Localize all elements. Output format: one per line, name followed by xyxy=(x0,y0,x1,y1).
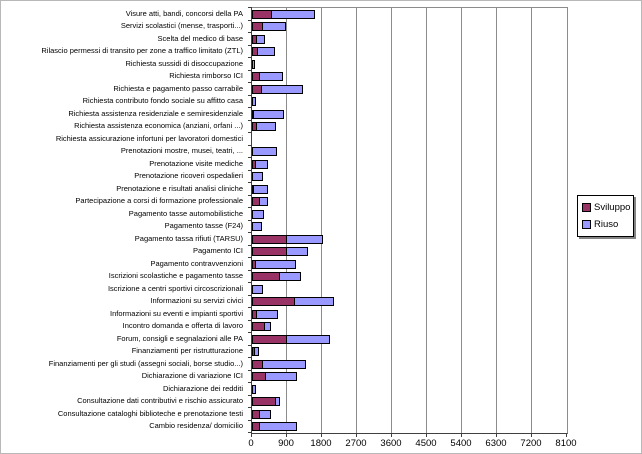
bar-segment-riuso xyxy=(252,97,256,106)
category-label: Dichiarazione di variazione ICI xyxy=(141,371,243,380)
category-label: Pagamento tasse automobilistiche xyxy=(128,208,243,218)
bar-segment-riuso xyxy=(260,422,297,431)
bar-segment-sviluppo xyxy=(252,272,280,281)
bar-row xyxy=(252,146,567,159)
category-label: Iscrizioni scolastiche e pagamento tasse xyxy=(108,271,243,280)
bar-segment-riuso xyxy=(262,85,303,94)
y-tick xyxy=(248,145,252,146)
bar-row xyxy=(252,296,567,309)
y-tick xyxy=(248,395,252,396)
legend-label-riuso: Riuso xyxy=(594,219,619,230)
x-tick-label: 0 xyxy=(248,438,254,449)
bar-segment-sviluppo xyxy=(252,422,260,431)
y-tick xyxy=(248,107,252,108)
bar-segment-riuso xyxy=(254,185,268,194)
bar-row xyxy=(252,208,567,221)
bar-segment-riuso xyxy=(256,160,268,169)
bar-segment-riuso xyxy=(254,110,284,119)
bar-row xyxy=(252,246,567,259)
category-label: Consultazione cataloghi biblioteche e prenotazione testi xyxy=(57,408,243,418)
bar-row xyxy=(252,108,567,121)
y-tick xyxy=(248,295,252,296)
bar-segment-sviluppo xyxy=(252,397,276,406)
y-tick xyxy=(248,70,252,71)
y-tick xyxy=(248,307,252,308)
bar-row xyxy=(252,258,567,271)
x-tick xyxy=(251,433,252,437)
bar-segment-riuso xyxy=(260,410,271,419)
category-label: Dichiarazione dei redditi xyxy=(162,383,243,393)
category-label: Forum, consigli e segnalazioni alle PA xyxy=(116,333,243,343)
y-tick xyxy=(248,195,252,196)
x-tick xyxy=(496,433,497,437)
x-tick xyxy=(356,433,357,437)
x-tick-label: 8100 xyxy=(555,438,577,449)
x-tick xyxy=(426,433,427,437)
bar-segment-riuso xyxy=(265,322,271,331)
y-tick xyxy=(248,370,252,371)
bar-segment-riuso xyxy=(257,310,278,319)
category-label: Richiesta contributo fondo sociale su affitto casa xyxy=(82,96,243,105)
x-tick xyxy=(531,433,532,437)
y-tick xyxy=(248,32,252,33)
category-label: Prenotazioni mostre, musei, teatri, ... xyxy=(120,146,243,155)
category-label: Richiesta sussidi di disoccupazione xyxy=(125,58,243,68)
bars-layer xyxy=(252,8,567,433)
bar-segment-riuso xyxy=(260,197,268,206)
bar-segment-riuso xyxy=(252,210,264,219)
bar-segment-sviluppo xyxy=(252,372,266,381)
y-tick xyxy=(248,245,252,246)
y-tick xyxy=(248,45,252,46)
category-label: Partecipazione a corsi di formazione professionale xyxy=(75,196,243,205)
category-label: Richiesta assistenza economica (anziani, orfani ...) xyxy=(74,121,243,130)
bar-segment-riuso xyxy=(287,247,308,256)
bar-row xyxy=(252,196,567,209)
category-label: Pagamento contravvenzioni xyxy=(150,258,243,268)
y-tick xyxy=(248,207,252,208)
bar-segment-riuso xyxy=(252,172,263,181)
category-label: Richiesta assicurazione infortuni per lavoratori domestici xyxy=(55,133,243,143)
bar-segment-riuso xyxy=(252,147,277,156)
y-tick xyxy=(248,132,252,133)
bar-segment-sviluppo xyxy=(252,22,263,31)
category-label: Consultazione dati contributivi e rischio assicurato xyxy=(77,396,243,405)
bar-segment-riuso xyxy=(263,22,286,31)
bar-row xyxy=(252,21,567,34)
bar-segment-riuso xyxy=(260,72,283,81)
category-label: Finanziamenti per ristrutturazione xyxy=(131,346,243,355)
bar-segment-riuso xyxy=(256,260,296,269)
x-tick xyxy=(391,433,392,437)
bar-row xyxy=(252,371,567,384)
y-tick xyxy=(248,382,252,383)
category-label: Pagamento tassa rifiuti (TARSU) xyxy=(134,233,243,243)
y-tick xyxy=(248,270,252,271)
x-tick-label: 5400 xyxy=(450,438,472,449)
y-tick xyxy=(248,357,252,358)
y-tick xyxy=(248,82,252,83)
bar-segment-riuso xyxy=(258,47,275,56)
bar-segment-riuso xyxy=(295,297,334,306)
bar-segment-sviluppo xyxy=(252,247,287,256)
y-tick xyxy=(248,95,252,96)
y-tick xyxy=(248,120,252,121)
category-label: Pagamento tasse (F24) xyxy=(164,221,243,230)
category-label: Incontro domanda e offerta di lavoro xyxy=(122,321,243,330)
bar-segment-riuso xyxy=(252,285,263,294)
bar-row xyxy=(252,133,567,146)
category-label: Richiesta rimborso ICI xyxy=(169,71,243,80)
bar-row xyxy=(252,71,567,84)
y-tick xyxy=(248,157,252,158)
bar-row xyxy=(252,33,567,46)
bar-row xyxy=(252,58,567,71)
bar-row xyxy=(252,233,567,246)
y-tick xyxy=(248,170,252,171)
bar-segment-riuso xyxy=(252,60,255,69)
bar-segment-sviluppo xyxy=(252,72,260,81)
legend-item-riuso xyxy=(582,219,630,230)
bar-segment-sviluppo xyxy=(252,235,287,244)
y-tick xyxy=(248,20,252,21)
bar-row xyxy=(252,333,567,346)
x-tick-label: 3600 xyxy=(380,438,402,449)
bar-row xyxy=(252,321,567,334)
category-label: Richiesta e pagamento passo carrabile xyxy=(113,83,243,93)
category-label: Prenotazione visite mediche xyxy=(149,158,243,168)
bar-row xyxy=(252,158,567,171)
y-tick xyxy=(248,232,252,233)
bar-segment-sviluppo xyxy=(252,10,272,19)
category-label: Informazioni su servizi civici xyxy=(150,296,243,305)
x-tick xyxy=(286,433,287,437)
bar-row xyxy=(252,308,567,321)
x-tick-label: 6300 xyxy=(485,438,507,449)
bar-row xyxy=(252,171,567,184)
bar-segment-sviluppo xyxy=(252,335,287,344)
bar-segment-riuso xyxy=(255,347,259,356)
y-tick xyxy=(248,182,252,183)
category-label: Rilascio permessi di transito per zone a traffico limitato (ZTL) xyxy=(41,46,243,55)
bar-row xyxy=(252,383,567,396)
bar-segment-riuso xyxy=(280,272,301,281)
x-tick xyxy=(461,433,462,437)
legend xyxy=(577,195,634,237)
bar-row xyxy=(252,408,567,421)
bar-segment-riuso xyxy=(287,235,323,244)
bar-segment-sviluppo xyxy=(252,322,265,331)
x-tick xyxy=(566,433,567,437)
plot-area xyxy=(251,7,568,434)
sviluppo-swatch-icon xyxy=(582,203,591,212)
category-label: Servizi scolastici (mense, trasporti...) xyxy=(120,21,243,30)
y-tick xyxy=(248,257,252,258)
bar-segment-riuso xyxy=(257,122,276,131)
x-tick-label: 900 xyxy=(278,438,294,449)
category-label: Richiesta assistenza residenziale e semiresidenziale xyxy=(68,108,243,118)
y-tick xyxy=(248,220,252,221)
x-tick-label: 2700 xyxy=(345,438,367,449)
bar-row xyxy=(252,46,567,59)
bar-segment-riuso xyxy=(287,335,330,344)
riuso-swatch-icon xyxy=(582,220,591,229)
bar-segment-riuso xyxy=(272,10,315,19)
y-tick xyxy=(248,420,252,421)
bar-segment-riuso xyxy=(252,222,262,231)
bar-row xyxy=(252,83,567,96)
category-label: Finanziamenti per gli studi (assegni sociali, borse studio...) xyxy=(48,358,243,368)
x-tick-label: 4500 xyxy=(415,438,437,449)
bar-row xyxy=(252,283,567,296)
y-tick xyxy=(248,320,252,321)
bar-segment-sviluppo xyxy=(252,85,262,94)
category-label: Scelta del medico di base xyxy=(157,33,243,43)
y-tick xyxy=(248,57,252,58)
bar-segment-sviluppo xyxy=(252,360,263,369)
bar-segment-sviluppo xyxy=(252,410,260,419)
category-label: Iscrizione a centri sportivi circoscrizionali xyxy=(107,283,243,293)
bar-row xyxy=(252,183,567,196)
y-tick xyxy=(248,7,252,8)
bar-row xyxy=(252,421,567,434)
bar-row xyxy=(252,221,567,234)
y-tick xyxy=(248,332,252,333)
bar-segment-riuso xyxy=(263,360,306,369)
bar-row xyxy=(252,358,567,371)
bar-segment-riuso xyxy=(252,385,256,394)
category-label: Prenotazione e risultati analisi cliniche xyxy=(116,183,243,193)
x-tick xyxy=(321,433,322,437)
bar-row xyxy=(252,96,567,109)
legend-item-sviluppo xyxy=(582,202,630,213)
y-tick xyxy=(248,282,252,283)
bar-row xyxy=(252,121,567,134)
bar-segment-riuso xyxy=(276,397,280,406)
category-label: Cambio residenza/ domicilio xyxy=(149,421,243,430)
bar-row xyxy=(252,271,567,284)
bar-segment-sviluppo xyxy=(252,297,295,306)
bar-segment-riuso xyxy=(257,35,265,44)
category-axis-labels xyxy=(1,7,247,432)
category-label: Informazioni su eventi e impianti sportivi xyxy=(110,308,243,318)
category-label: Prenotazione ricoveri ospedalieri xyxy=(134,171,243,180)
bar-row xyxy=(252,8,567,21)
legend-label-sviluppo: Sviluppo xyxy=(594,202,631,213)
y-tick xyxy=(248,345,252,346)
bar-segment-sviluppo xyxy=(252,197,260,206)
category-label: Pagamento ICI xyxy=(192,246,243,255)
category-label: Visure atti, bandi, concorsi della PA xyxy=(125,8,243,18)
bar-row xyxy=(252,396,567,409)
bar-row xyxy=(252,346,567,359)
x-tick-label: 1800 xyxy=(310,438,332,449)
y-tick xyxy=(248,407,252,408)
bar-segment-riuso xyxy=(266,372,297,381)
x-tick-label: 7200 xyxy=(520,438,542,449)
